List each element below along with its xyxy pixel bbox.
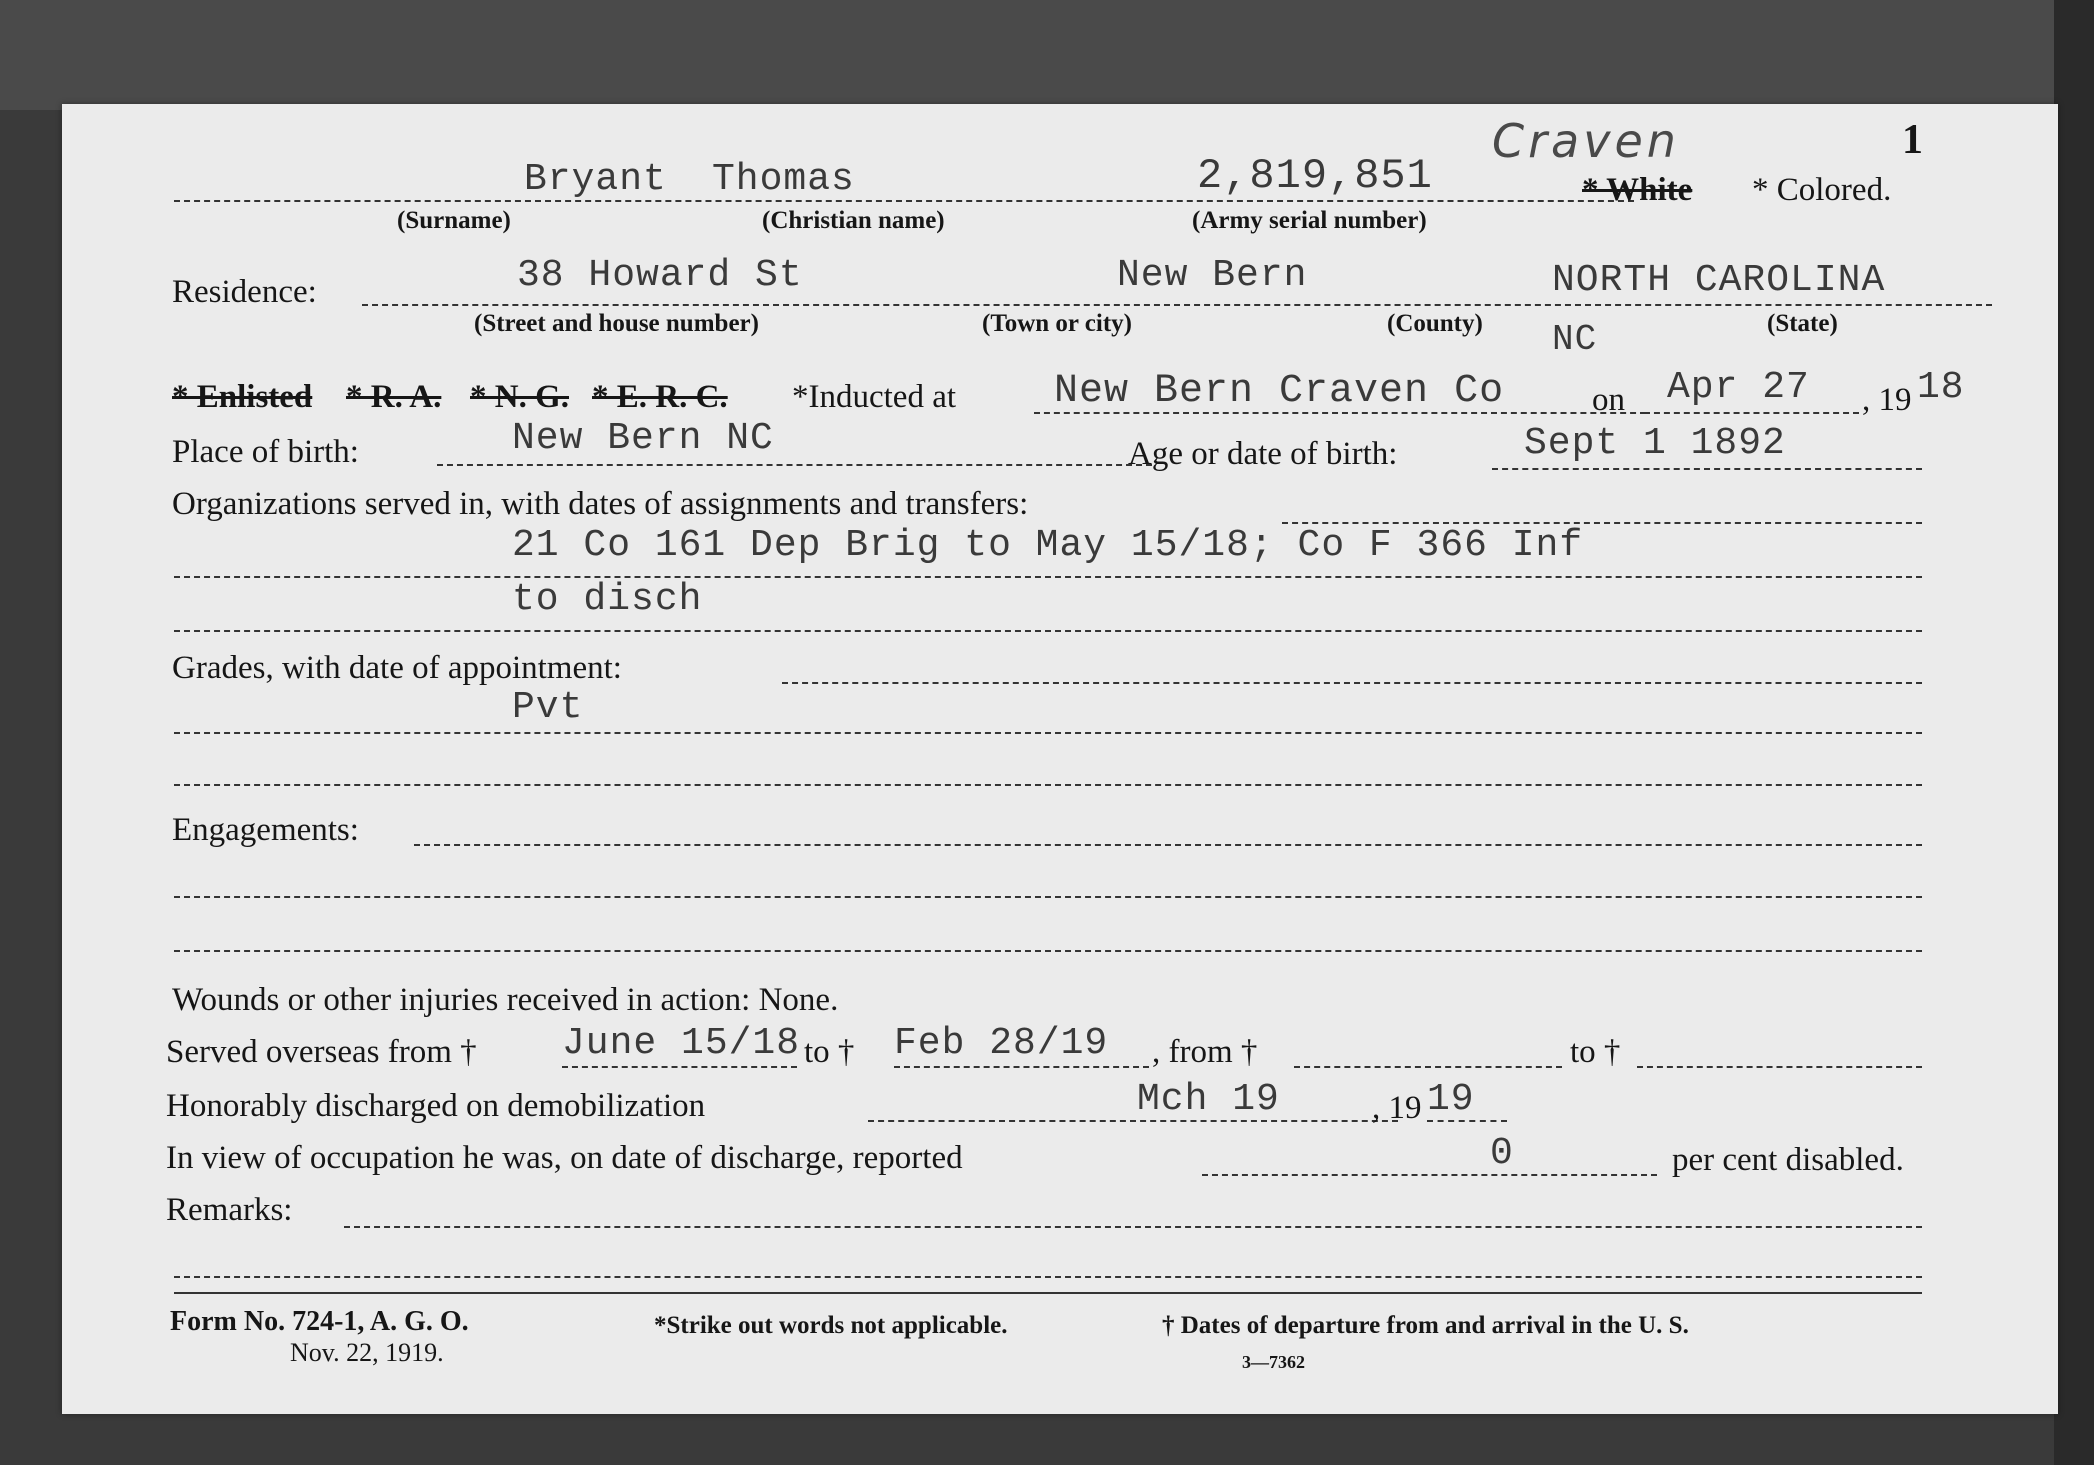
discharge-year: 19	[1427, 1078, 1475, 1121]
organizations-line-1	[174, 576, 1922, 578]
organizations-line2: to disch	[512, 578, 703, 621]
state-abbrev: NC	[1552, 319, 1598, 360]
wounds-label: Wounds or other injuries received in action: None.	[172, 982, 839, 1018]
race-white: * White	[1582, 172, 1693, 208]
organizations-label: Organizations served in, with dates of assignments and transfers:	[172, 486, 1029, 522]
overseas-from-2-line	[1294, 1066, 1562, 1068]
discharge-year-prefix: , 19	[1372, 1090, 1422, 1126]
enlisted-option: * Enlisted	[172, 379, 313, 415]
form-number: Form No. 724-1, A. G. O.	[170, 1306, 469, 1337]
organizations-line1: 21 Co 161 Dep Brig to May 15/18; Co F 366 Inf	[512, 524, 1584, 567]
card-number: 1	[1902, 117, 1923, 163]
engagements-line-0	[414, 844, 1922, 846]
town-caption: (Town or city)	[982, 310, 1132, 337]
year-prefix: , 19	[1862, 382, 1912, 418]
residence-line	[362, 304, 1992, 306]
surname-caption: (Surname)	[397, 207, 511, 234]
engagements-line-2	[174, 950, 1922, 952]
residence-label: Residence:	[172, 274, 317, 310]
on-label: on	[1592, 382, 1625, 418]
grades-line-2	[174, 784, 1922, 786]
form-date: Nov. 22, 1919.	[290, 1338, 444, 1367]
discharge-year-line	[1427, 1120, 1507, 1122]
christian-caption: (Christian name)	[762, 207, 945, 234]
overseas-from-label-2: , from †	[1152, 1034, 1258, 1070]
surname-value: Bryant	[524, 158, 667, 201]
town-value: New Bern	[1117, 254, 1308, 297]
handwritten-county: Craven	[1492, 114, 1680, 168]
overseas-to-label-1: to †	[804, 1034, 855, 1070]
place-of-birth-line	[437, 464, 1152, 466]
disability-value: 0	[1490, 1132, 1514, 1175]
overseas-label: Served overseas from †	[166, 1034, 477, 1070]
ra-option: * R. A.	[346, 379, 442, 415]
date-of-birth-value: Sept 1 1892	[1524, 422, 1786, 465]
inducted-year: 18	[1917, 366, 1965, 409]
place-of-birth-value: New Bern NC	[512, 417, 774, 460]
overseas-to-label-2: to †	[1570, 1034, 1621, 1070]
erc-option: * E. R. C.	[592, 379, 728, 415]
serial-caption: (Army serial number)	[1192, 207, 1427, 234]
disability-suffix: per cent disabled.	[1672, 1142, 1904, 1178]
christian-name-value: Thomas	[712, 158, 855, 201]
discharge-date: Mch 19	[1137, 1078, 1280, 1121]
organizations-line-2	[174, 630, 1922, 632]
inducted-place-line	[1034, 412, 1646, 414]
street-caption: (Street and house number)	[474, 310, 759, 337]
state-caption: (State)	[1767, 310, 1838, 337]
dates-note: † Dates of departure from and arrival in the U. S.	[1162, 1312, 1689, 1339]
strike-note: *Strike out words not applicable.	[654, 1312, 1008, 1339]
background-top	[0, 0, 2094, 110]
discharge-label: Honorably discharged on demobilization	[166, 1088, 706, 1124]
service-record-card	[62, 104, 2058, 1414]
inducted-date-line	[1644, 412, 1859, 414]
date-of-birth-label: Age or date of birth:	[1128, 436, 1398, 472]
state-value: NORTH CAROLINA	[1552, 259, 1886, 302]
date-of-birth-line	[1492, 468, 1922, 470]
overseas-to-1-line	[894, 1066, 1149, 1068]
engagements-label: Engagements:	[172, 812, 359, 848]
disability-label: In view of occupation he was, on date of discharge, reported	[166, 1140, 963, 1176]
print-code: 3—7362	[1242, 1352, 1305, 1372]
discharge-date-line	[868, 1120, 1398, 1122]
footer-rule	[174, 1292, 1922, 1294]
disability-line	[1202, 1174, 1657, 1176]
grades-line-0	[782, 682, 1922, 684]
grades-label: Grades, with date of appointment:	[172, 650, 622, 686]
county-caption: (County)	[1387, 310, 1483, 337]
background-right	[2054, 0, 2094, 1465]
ng-option: * N. G.	[470, 379, 569, 415]
race-colored: * Colored.	[1752, 172, 1892, 208]
overseas-to-2-line	[1637, 1066, 1922, 1068]
inducted-place: New Bern Craven Co	[1054, 369, 1505, 414]
overseas-to-1: Feb 28/19	[894, 1022, 1109, 1065]
grades-value: Pvt	[512, 686, 584, 729]
name-line	[174, 200, 1634, 202]
engagements-line-1	[174, 896, 1922, 898]
overseas-from-1: June 15/18	[562, 1022, 801, 1065]
overseas-from-1-line	[562, 1066, 797, 1068]
serial-number-value: 2,819,851	[1197, 152, 1433, 200]
inducted-date: Apr 27	[1667, 366, 1810, 409]
place-of-birth-label: Place of birth:	[172, 434, 359, 470]
inducted-label: *Inducted at	[792, 379, 957, 415]
street-value: 38 Howard St	[517, 254, 803, 297]
grades-line-1	[174, 732, 1922, 734]
remarks-line-0	[344, 1226, 1922, 1228]
remarks-line-1	[174, 1276, 1922, 1278]
remarks-label: Remarks:	[166, 1192, 293, 1228]
